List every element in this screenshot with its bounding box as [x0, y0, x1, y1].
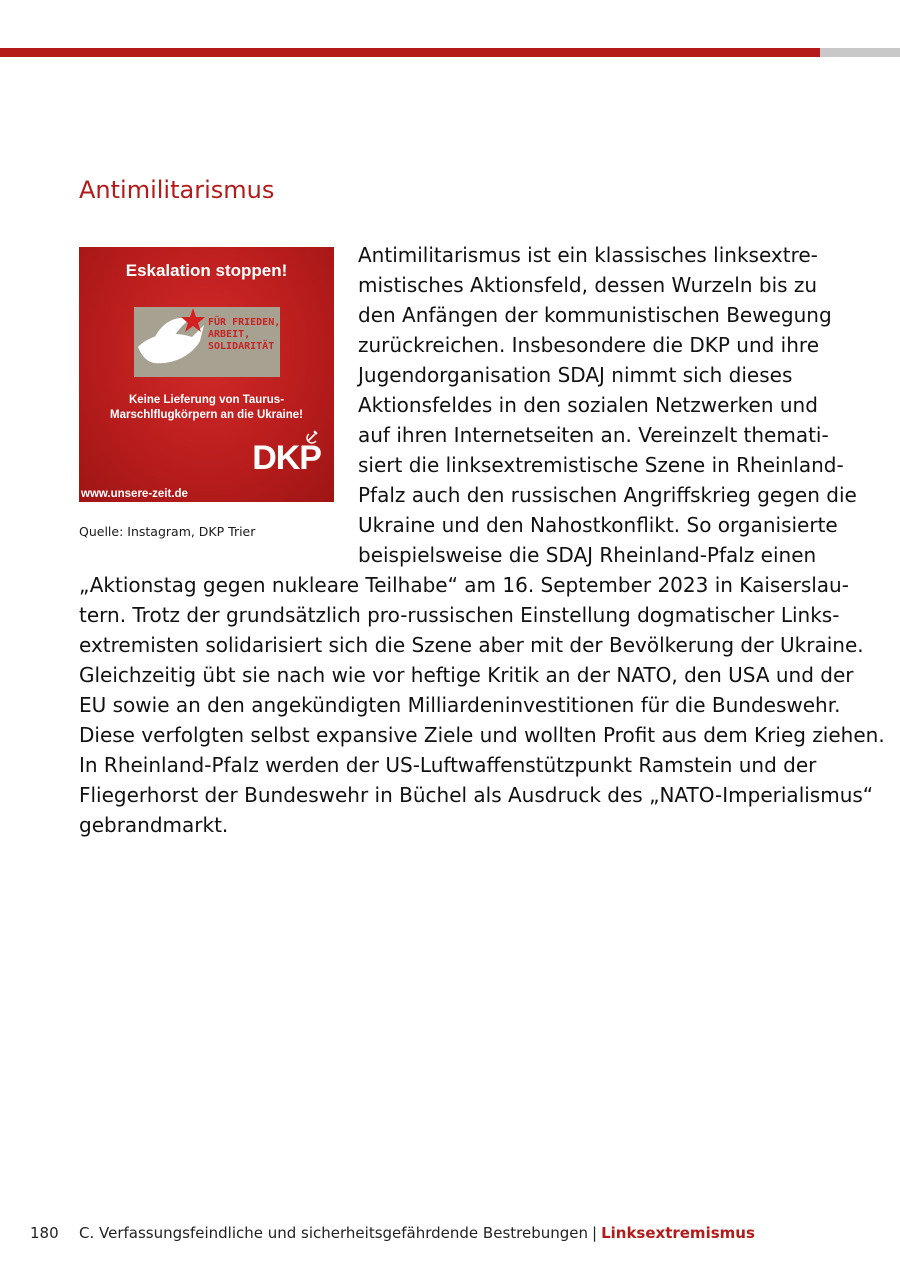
text-line: Jugendorganisation SDAJ nimmt sich dieses [358, 363, 793, 387]
dkp-logo: DKP [252, 439, 321, 477]
footer-chapter: C. Verfassungsfeindliche und sicherheitsgefährdende Bestrebungen [79, 1224, 588, 1242]
figure-caption: Quelle: Instagram, DKP Trier [79, 524, 256, 539]
poster-image [79, 247, 334, 502]
text-line: siert die linksextremistische Szene in Rheinland- [358, 453, 844, 477]
text-line: Pfalz auch den russischen Angriffskrieg gegen die [358, 483, 857, 507]
page-footer [30, 1224, 755, 1242]
text-line: „Aktionstag gegen nukleare Teilhabe“ am 16. September 2023 in Kaiserslau- [79, 573, 849, 597]
body-text-column [358, 240, 857, 570]
text-line: Fliegerhorst der Bundeswehr in Büchel als Ausdruck des „NATO-Imperialismus“ [79, 783, 874, 807]
text-line: den Anfängen der kommunistischen Bewegung [358, 303, 832, 327]
text-line: Antimilitarismus ist ein klassisches linksextre- [358, 243, 818, 267]
red-star-icon [180, 307, 206, 333]
text-line: gebrandmarkt. [79, 813, 229, 837]
poster-headline: Eskalation stoppen! [125, 261, 288, 280]
text-line: EU sowie an den angekündigten Milliardeninvestitionen für die Bundeswehr. [79, 693, 841, 717]
slogan-line: ARBEIT, [208, 329, 251, 340]
page-number: 180 [30, 1224, 59, 1242]
text-line: extremisten solidarisiert sich die Szene aber mit der Bevölkerung der Ukraine. [79, 633, 864, 657]
text-line: In Rheinland-Pfalz werden der US-Luftwaffenstützpunkt Ramstein und der [79, 753, 817, 777]
footer-separator: | [592, 1224, 598, 1242]
text-line: Diese verfolgten selbst expansive Ziele und wollten Profit aus dem Krieg ziehen. [79, 723, 885, 747]
poster-emblem [134, 307, 280, 377]
poster-subtext [79, 393, 334, 423]
text-line: tern. Trotz der grundsätzlich pro-russischen Einstellung dogmatischer Links- [79, 603, 840, 627]
poster-slogan [208, 317, 281, 353]
text-line: Ukraine und den Nahostkonflikt. So organisierte [358, 513, 838, 537]
header-bar-red [0, 48, 820, 57]
text-line: zurückreichen. Insbesondere die DKP und ihre [358, 333, 820, 357]
poster-subtext-line: Keine Lieferung von Taurus- [128, 394, 285, 406]
text-line: Gleichzeitig übt sie nach wie vor heftige Kritik an der NATO, den USA und der [79, 663, 854, 687]
text-line: mistisches Aktionsfeld, dessen Wurzeln bis zu [358, 273, 818, 297]
section-heading: Antimilitarismus [79, 176, 275, 204]
body-text-full [79, 570, 885, 840]
footer-section: Linksextremismus [601, 1224, 755, 1242]
text-line: Aktionsfeldes in den sozialen Netzwerken und [358, 393, 818, 417]
text-line: auf ihren Internetseiten an. Vereinzelt themati- [358, 423, 829, 447]
header-bar-grey [820, 48, 900, 57]
slogan-line: FÜR FRIEDEN, [208, 317, 281, 328]
slogan-line: SOLIDARITÄT [208, 341, 275, 352]
poster-subtext-line: Marschlflugkörpern an die Ukraine! [110, 409, 303, 421]
poster-url: www.unsere-zeit.de [81, 488, 188, 500]
text-line: beispielsweise die SDAJ Rheinland-Pfalz einen [358, 543, 817, 567]
